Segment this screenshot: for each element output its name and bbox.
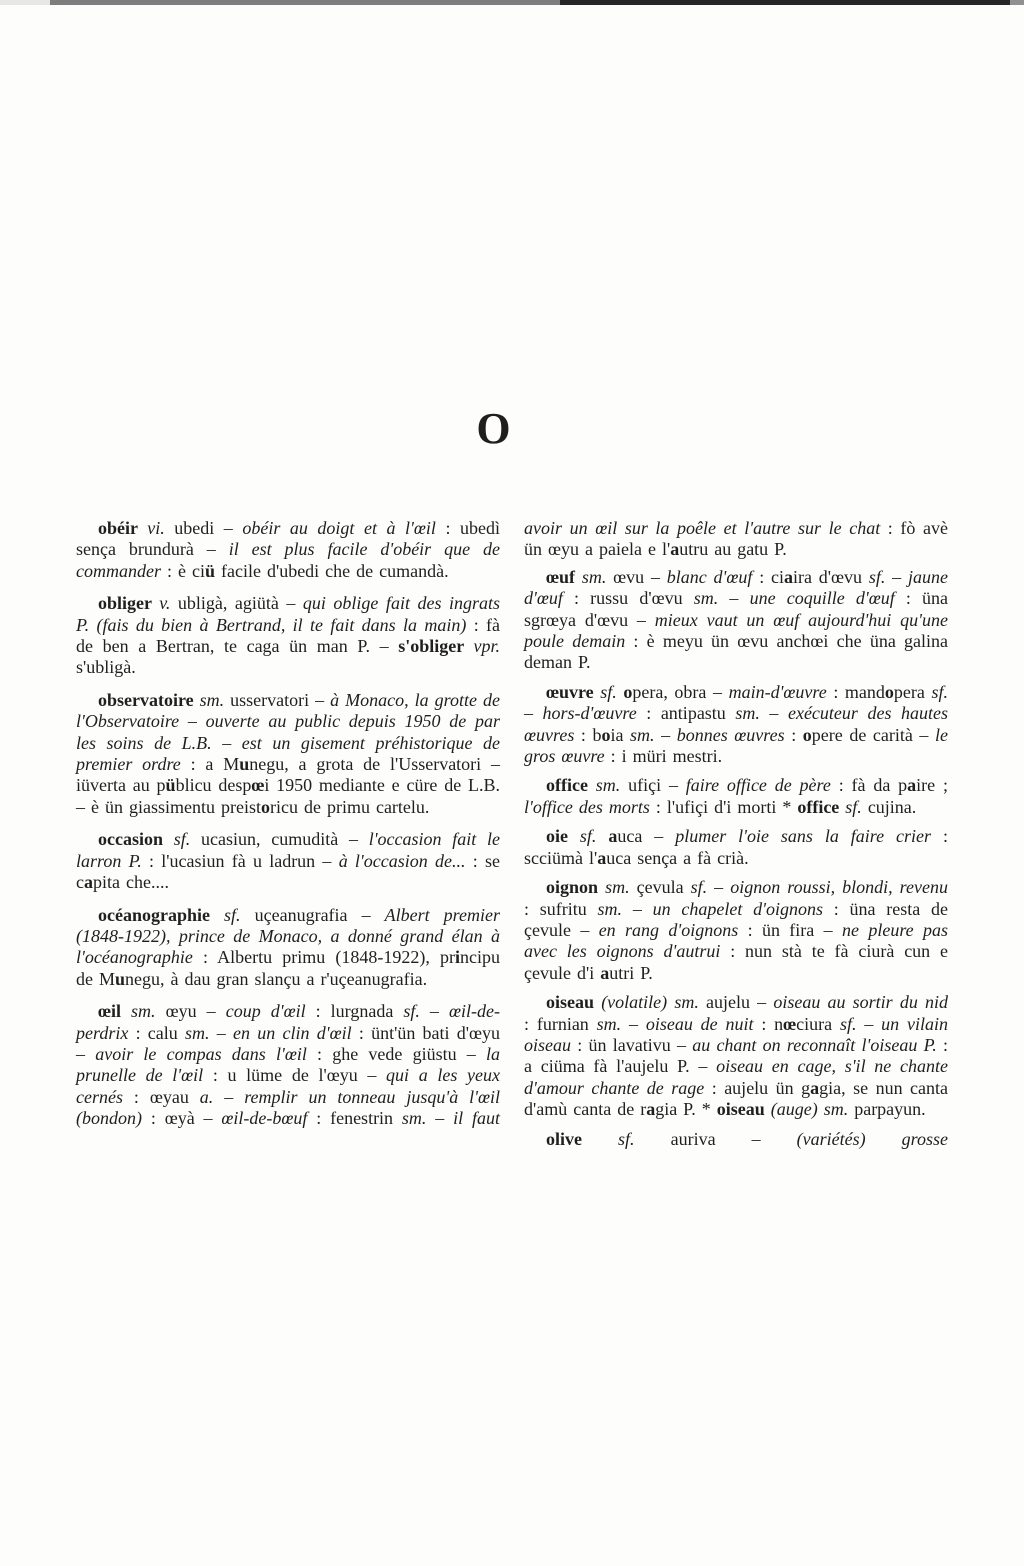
- plain-text: –: [419, 1001, 449, 1022]
- italic-text: hors-d'œuvre: [542, 703, 637, 724]
- italic-text: v.: [159, 593, 171, 614]
- stressed-vowel: a: [810, 1077, 820, 1098]
- italic-text: (variétés) grosse: [796, 1128, 948, 1149]
- italic-text: sf.: [690, 877, 708, 898]
- plain-text: –: [654, 724, 677, 745]
- italic-text: il faut: [453, 1108, 500, 1129]
- right-column: [524, 518, 948, 1158]
- italic-text: à l'occasion de...: [338, 850, 466, 871]
- plain-text: : è ci: [160, 560, 205, 581]
- italic-text: en rang d'oignons: [598, 919, 739, 940]
- stressed-vowel: o: [802, 724, 812, 745]
- italic-text: oiseau en cage, s'il ne chante d'amour chante de rage: [524, 1056, 948, 1098]
- dictionary-entry: [76, 593, 500, 679]
- plain-text: –: [213, 1086, 245, 1107]
- italic-text: sm.: [735, 703, 760, 724]
- stressed-vowel: o: [601, 724, 611, 745]
- italic-text: sm.: [597, 898, 623, 919]
- plain-text: pera, obra –: [632, 681, 729, 702]
- plain-text: –: [209, 1022, 234, 1043]
- plain-text: –: [707, 877, 731, 898]
- italic-text: vi.: [147, 518, 165, 538]
- scan-bar-segment: [1010, 0, 1024, 5]
- plain-text: uca –: [617, 826, 676, 847]
- plain-text: –: [718, 588, 750, 609]
- plain-text: ia: [610, 724, 631, 745]
- dictionary-entry: [524, 682, 948, 768]
- plain-text: : ün lavativu –: [571, 1034, 693, 1055]
- italic-text: coup d'œil: [225, 1001, 306, 1022]
- italic-text: œil-de-perdrix: [76, 1001, 500, 1043]
- italic-text: une coquille d'œuf: [749, 588, 895, 609]
- plain-text: : fò avè ün œyu a paiela e l': [524, 518, 948, 560]
- headword: oiseau: [716, 1099, 771, 1120]
- stressed-vowel: u: [115, 968, 126, 989]
- dictionary-entry: [524, 826, 948, 869]
- dictionary-entry: [524, 1129, 948, 1150]
- plain-text: : aujelu ün g: [704, 1077, 811, 1098]
- italic-text: oignon roussi, blondi, revenu: [730, 877, 948, 898]
- plain-text: : u lüme de l'œyu –: [203, 1065, 387, 1086]
- plain-text: : fà da p: [830, 775, 908, 796]
- stressed-vowel: œ: [783, 1013, 797, 1034]
- plain-text: facile d'ubedi che de cumandà.: [214, 560, 449, 581]
- italic-text: obéir au doigt et à l'œil: [242, 518, 436, 538]
- plain-text: : scciümà l': [524, 826, 948, 868]
- plain-text: : üna resta de çevule –: [524, 898, 949, 940]
- plain-text: : furnian: [524, 1013, 597, 1034]
- headword: œuf: [546, 566, 582, 587]
- stressed-vowel: œ: [251, 775, 265, 796]
- plain-text: ubedi –: [164, 518, 243, 538]
- italic-text: le gros œuvre: [524, 724, 948, 767]
- plain-text: ncipu de M: [76, 947, 500, 989]
- stressed-vowel: u: [239, 754, 250, 775]
- plain-text: çevula: [629, 877, 691, 898]
- plain-text: –: [426, 1108, 454, 1129]
- plain-text: : œyà –: [142, 1108, 222, 1129]
- stressed-vowel: a: [84, 872, 93, 893]
- plain-text: s'ubligà.: [76, 657, 136, 678]
- italic-text: (volatile) sm.: [601, 992, 699, 1013]
- plain-text: : se c: [76, 850, 501, 893]
- italic-text: oiseau de nuit: [645, 1013, 754, 1034]
- headword: oie: [546, 826, 580, 847]
- italic-text: blanc d'œuf: [666, 566, 753, 587]
- italic-text: vpr.: [473, 636, 501, 657]
- plain-text: i 1950 mediante e cüre de L.B. – è ün giassimentu preist: [76, 775, 500, 817]
- headword: observatoire: [98, 689, 200, 710]
- plain-text: : fenestrin: [307, 1108, 402, 1129]
- italic-text: sm.: [596, 1013, 622, 1034]
- plain-text: : n: [753, 1013, 784, 1034]
- dictionary-entry: [524, 775, 948, 818]
- plain-text: ricu de primu cartelu.: [269, 796, 430, 817]
- plain-text: : nun stà te fà ciurà cun e çevule d'i: [524, 941, 949, 983]
- italic-text: sf.: [579, 826, 597, 847]
- left-column: [76, 518, 500, 1158]
- italic-text: œil-de-bœuf: [221, 1108, 308, 1129]
- italic-text: qui a les yeux cernés: [76, 1065, 500, 1107]
- scan-bar-segment: [560, 0, 1010, 5]
- stressed-vowel: a: [670, 539, 680, 560]
- italic-text: à Monaco, la grotte de l'Observatoire – ouverte au public depuis 1950 de par les soins de L.B. – est un gisement préhistorique de premier ordre: [76, 689, 500, 775]
- italic-text: avoir un œil sur la poêle et l'autre sur le chat: [524, 518, 881, 538]
- plain-text: : ün fira –: [738, 919, 842, 940]
- italic-text: main-d'œuvre: [728, 681, 827, 702]
- italic-text: un vilain oiseau: [524, 1013, 948, 1055]
- scan-artifact-bar: [0, 0, 1024, 5]
- plain-text: cujina.: [861, 796, 917, 817]
- italic-text: sf.: [600, 681, 617, 702]
- italic-text: sm.: [595, 775, 621, 796]
- italic-text: ne pleure pas avec les oignons d'autrui: [524, 919, 949, 962]
- plain-text: : lurgnada: [305, 1001, 404, 1022]
- stressed-vowel: a: [907, 775, 917, 796]
- stressed-vowel: a: [784, 566, 794, 587]
- italic-text: sf.: [868, 566, 886, 587]
- italic-text: avoir le compas dans l'œil: [95, 1043, 307, 1064]
- plain-text: : calu: [128, 1022, 186, 1043]
- plain-text: : è meyu ün œvu anchœi che üna galina deman P.: [524, 631, 949, 673]
- italic-text: exécuteur des hautes œuvres: [524, 703, 948, 745]
- plain-text: : l'ufiçi d'i morti *: [649, 796, 798, 817]
- italic-text: Albert premier (1848-1922), prince de Monaco, a donné grand élan à l'océanographie: [76, 904, 500, 968]
- italic-text: sm.: [185, 1022, 210, 1043]
- italic-text: la prunelle de l'œil: [76, 1043, 501, 1086]
- plain-text: : ünt'ün bati d'œyu –: [76, 1022, 501, 1064]
- italic-text: sf.: [173, 829, 191, 850]
- stressed-vowel: ü: [165, 775, 176, 796]
- italic-text: a.: [199, 1086, 214, 1107]
- italic-text: sm.: [581, 566, 607, 587]
- italic-text: sf.: [845, 796, 862, 817]
- dictionary-entry: [524, 567, 948, 674]
- italic-text: sf.: [931, 681, 948, 702]
- headword: œuvre: [546, 681, 601, 702]
- plain-text: –: [885, 566, 908, 587]
- italic-text: sf.: [839, 1013, 857, 1034]
- plain-text: gia, se nun canta d'amù canta de r: [524, 1077, 949, 1120]
- italic-text: (auge) sm.: [770, 1099, 849, 1120]
- italic-text: sm.: [401, 1108, 427, 1129]
- stressed-vowel: a: [608, 826, 618, 847]
- headword: office: [797, 796, 846, 817]
- plain-text: uçeanugrafia –: [240, 904, 385, 925]
- entry-continuation: [524, 518, 948, 561]
- plain-text: –: [524, 703, 543, 724]
- plain-text: : œyau: [122, 1086, 200, 1107]
- plain-text: usservatori –: [224, 689, 331, 710]
- plain-text: pera: [893, 681, 932, 702]
- plain-text: œyu –: [155, 1001, 226, 1022]
- dictionary-entry: [76, 905, 500, 991]
- italic-text: sf.: [224, 904, 241, 925]
- italic-text: il est plus facile d'obéir que de commander: [76, 539, 501, 581]
- italic-text: sm.: [605, 877, 630, 898]
- plain-text: : a M: [180, 754, 240, 775]
- headword: olive: [546, 1128, 619, 1149]
- plain-text: –: [759, 703, 788, 724]
- plain-text: :: [784, 724, 803, 745]
- dictionary-entry: [76, 690, 500, 818]
- headword: oiseau: [546, 992, 602, 1013]
- plain-text: –: [856, 1013, 882, 1034]
- italic-text: faire office de père: [685, 775, 831, 796]
- stressed-vowel: o: [260, 796, 270, 817]
- plain-text: : ci: [752, 566, 785, 587]
- headword: s'obliger: [398, 636, 474, 657]
- italic-text: sm.: [693, 588, 719, 609]
- plain-text: ciura: [796, 1013, 840, 1034]
- stressed-vowel: i: [454, 947, 460, 968]
- italic-text: sm.: [630, 724, 655, 745]
- plain-text: : a ciüma fà l'aujelu P. –: [524, 1034, 948, 1077]
- italic-text: bonnes œuvres: [676, 724, 785, 745]
- plain-text: auriva –: [634, 1128, 797, 1149]
- italic-text: sf.: [618, 1128, 635, 1149]
- stressed-vowel: a: [597, 847, 607, 868]
- plain-text: : ghe vede giüstu –: [306, 1043, 486, 1064]
- italic-text: en un clin d'œil: [233, 1022, 352, 1043]
- plain-text: parpayun.: [848, 1099, 926, 1120]
- plain-text: –: [622, 898, 653, 919]
- headword: océanographie: [98, 904, 225, 925]
- italic-text: sf.: [403, 1001, 420, 1022]
- stressed-vowel: o: [884, 681, 894, 702]
- stressed-vowel: ü: [204, 560, 215, 581]
- dictionary-entry: [76, 829, 500, 893]
- italic-text: jaune d'œuf: [524, 566, 948, 609]
- stressed-vowel: o: [623, 681, 633, 702]
- plain-text: gia P. *: [655, 1099, 717, 1120]
- plain-text: : ubedì sença brundurà –: [76, 518, 500, 560]
- plain-text: : mand: [826, 681, 885, 702]
- plain-text: [596, 826, 608, 846]
- headword: obliger: [98, 593, 160, 614]
- plain-text: ira d'œvu: [793, 566, 869, 587]
- plain-text: ucasiun, cumudità –: [190, 829, 369, 850]
- dictionary-entry: [524, 877, 948, 984]
- italic-text: l'office des morts: [524, 796, 650, 817]
- plain-text: : l'ucasiun fà u ladrun –: [141, 850, 339, 871]
- plain-text: uca sença a fà crià.: [606, 847, 749, 868]
- dictionary-entry: [524, 992, 948, 1120]
- headword: obéir: [98, 518, 148, 538]
- plain-text: œvu –: [606, 566, 667, 587]
- dictionary-entry: [76, 1001, 500, 1129]
- plain-text: : fà de ben a Bertran, te caga ün man P. –: [76, 614, 501, 657]
- italic-text: sm.: [199, 689, 225, 710]
- plain-text: ufiçi –: [620, 775, 686, 796]
- italic-text: sm.: [131, 1001, 156, 1022]
- plain-text: –: [621, 1013, 646, 1034]
- italic-text: remplir un tonneau jusqu'à l'œil (bondon): [76, 1086, 500, 1129]
- plain-text: : russu d'œvu: [562, 588, 694, 609]
- plain-text: : sufritu: [524, 898, 598, 919]
- italic-text: plumer l'oie sans la faire crier: [675, 826, 932, 847]
- dictionary-entry: [76, 518, 500, 582]
- scan-bar-segment: [0, 0, 50, 5]
- plain-text: pere de carità –: [811, 724, 935, 745]
- italic-text: qui oblige fait des ingrats P. (fais du bien à Bertrand, il te fait dans la main): [76, 593, 500, 635]
- plain-text: blicu desp: [175, 775, 252, 796]
- plain-text: negu, à dau gran slançu a r'uçeanugrafia.: [125, 968, 428, 989]
- italic-text: un chapelet d'oignons: [652, 898, 823, 919]
- plain-text: utru au gatu P.: [679, 539, 787, 560]
- plain-text: pita che....: [93, 872, 169, 893]
- headword: œil: [98, 1001, 132, 1022]
- italic-text: oiseau au sortir du nid: [773, 992, 949, 1013]
- plain-text: utri P.: [609, 962, 653, 983]
- plain-text: : antipastu: [636, 703, 736, 724]
- text-columns: [76, 518, 948, 1158]
- stressed-vowel: a: [600, 962, 610, 983]
- plain-text: aujelu –: [698, 992, 774, 1013]
- section-letter: O: [476, 404, 512, 453]
- plain-text: : üna sgrœya d'œvu –: [524, 588, 949, 630]
- stressed-vowel: a: [646, 1099, 656, 1120]
- headword: office: [546, 775, 596, 796]
- italic-text: l'occasion fait le larron P.: [76, 829, 501, 871]
- plain-text: : b: [574, 724, 602, 745]
- italic-text: mieux vaut un œuf aujourd'hui qu'une poule demain: [524, 609, 948, 652]
- plain-text: ire ;: [916, 775, 948, 796]
- plain-text: : Albertu primu (1848-1922), pr: [192, 947, 455, 968]
- italic-text: au chant on reconnaît l'oiseau P.: [692, 1034, 937, 1055]
- plain-text: ubligà, agiütà –: [170, 593, 303, 614]
- plain-text: : i müri mestri.: [604, 746, 723, 767]
- plain-text: negu, a grota de l'Usservatori – iüverta au p: [76, 754, 500, 796]
- scan-bar-segment: [50, 0, 560, 5]
- headword: occasion: [98, 829, 174, 850]
- headword: oignon: [546, 877, 606, 898]
